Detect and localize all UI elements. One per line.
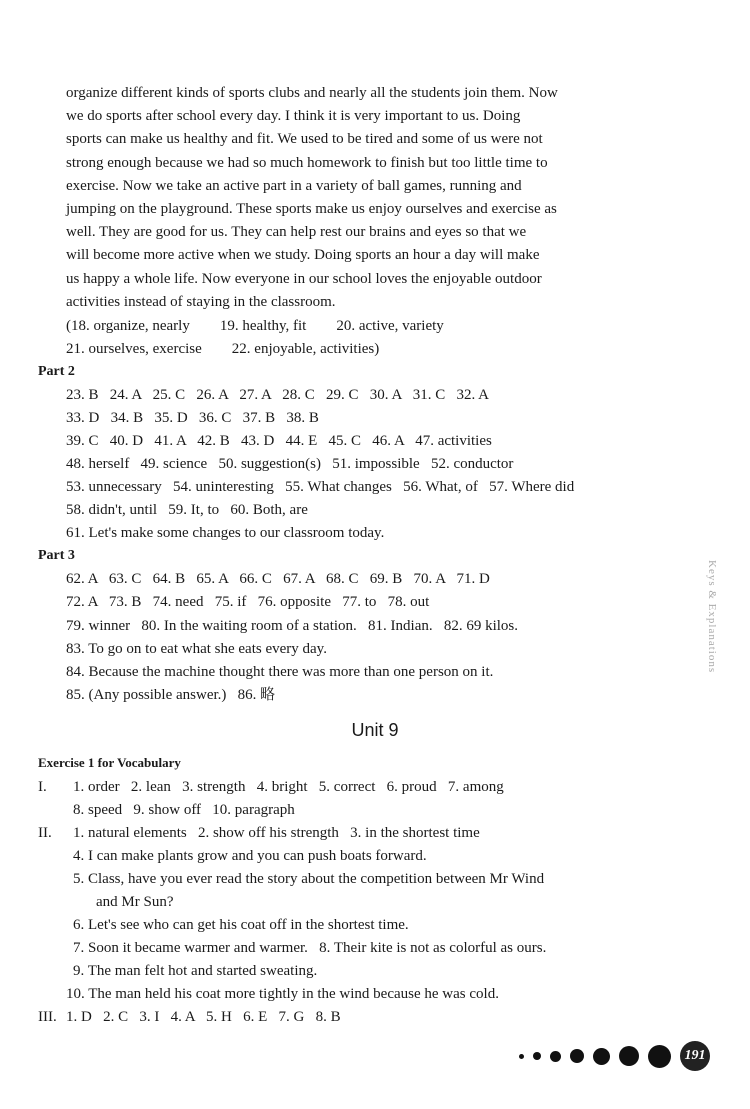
vocab-answer-line: 10. The man held his coat more tightly in the wind because he was cold. bbox=[66, 986, 499, 1002]
decorative-dot bbox=[519, 1054, 524, 1059]
side-label: Keys & Explanations bbox=[706, 560, 718, 674]
vocab-answer-line: 7. Soon it became warmer and warmer. 8. Their kite is not as colorful as ours. bbox=[73, 940, 547, 956]
part2-answer-line: 39. C 40. D 41. A 42. B 43. D 44. E 45. C 46. A 47. activities bbox=[66, 433, 492, 449]
page-number: 191 bbox=[680, 1041, 710, 1071]
part2-answer-line: 33. D 34. B 35. D 36. C 37. B 38. B bbox=[66, 410, 319, 426]
part3-answer-line: 84. Because the machine thought there was more than one person on it. bbox=[66, 664, 494, 680]
section-numeral: III. bbox=[38, 1009, 57, 1025]
section-numeral: II. bbox=[38, 825, 52, 841]
vocab-answer-line: 1. natural elements 2. show off his strength 3. in the shortest time bbox=[73, 825, 480, 841]
passage-line: activities instead of staying in the classroom. bbox=[66, 293, 336, 310]
passage-line: strong enough because we had so much homework to finish but too little time to bbox=[66, 154, 548, 171]
part2-heading: Part 2 bbox=[38, 364, 75, 379]
decorative-dot bbox=[593, 1048, 610, 1065]
passage-line: will become more active when we study. Doing sports an hour a day will make bbox=[66, 247, 540, 264]
decorative-dot bbox=[550, 1051, 561, 1062]
part3-answer-line: 83. To go on to eat what she eats every day. bbox=[66, 641, 327, 657]
decorative-dot bbox=[619, 1046, 639, 1066]
part2-answer-line: 23. B 24. A 25. C 26. A 27. A 28. C 29. C 30. A 31. C 32. A bbox=[66, 387, 489, 403]
vocab-answer-line: 5. Class, have you ever read the story about the competition between Mr Wind bbox=[73, 871, 545, 887]
passage-line: we do sports after school every day. I think it is very important to us. Doing bbox=[66, 108, 521, 125]
decorative-dot bbox=[648, 1045, 671, 1068]
passage-line: organize different kinds of sports clubs and nearly all the students join them. Now bbox=[66, 85, 558, 101]
decorative-dot bbox=[570, 1049, 584, 1063]
unit-title: Unit 9 bbox=[351, 720, 399, 740]
vocab-answer-line: 4. I can make plants grow and you can push boats forward. bbox=[73, 848, 427, 864]
part3-answer-line: 72. A 73. B 74. need 75. if 76. opposite 77. to 78. out bbox=[66, 594, 430, 610]
section-numeral: I. bbox=[38, 779, 47, 795]
part1-answers-line: 21. ourselves, exercise 22. enjoyable, activities) bbox=[66, 341, 380, 357]
part2-answer-line: 58. didn't, until 59. It, to 60. Both, are bbox=[66, 502, 308, 518]
part3-answer-line: 85. (Any possible answer.) 86. 略 bbox=[66, 687, 276, 703]
passage-line: well. They are good for us. They can help rest our brains and eyes so that we bbox=[66, 224, 527, 241]
passage-line: sports can make us healthy and fit. We used to be tired and some of us were not bbox=[66, 131, 543, 148]
page-footer-dots bbox=[519, 1041, 710, 1071]
part2-answer-line: 48. herself 49. science 50. suggestion(s) 51. impossible 52. conductor bbox=[66, 456, 514, 472]
part1-answers-line: (18. organize, nearly 19. healthy, fit 20. active, variety bbox=[66, 318, 444, 334]
part3-heading: Part 3 bbox=[38, 548, 75, 563]
part2-answer-line: 53. unnecessary 54. uninteresting 55. What changes 56. What, of 57. Where did bbox=[66, 479, 575, 495]
part2-answer-line: 61. Let's make some changes to our classroom today. bbox=[66, 525, 385, 541]
vocab-answer-line: 1. D 2. C 3. I 4. A 5. H 6. E 7. G 8. B bbox=[66, 1009, 341, 1025]
decorative-dot bbox=[533, 1052, 541, 1060]
passage-paragraph bbox=[66, 82, 666, 314]
vocab-answer-line: 1. order 2. lean 3. strength 4. bright 5. correct 6. proud 7. among bbox=[73, 779, 504, 795]
vocab-answer-line: and Mr Sun? bbox=[96, 894, 174, 910]
vocab-answer-line: 8. speed 9. show off 10. paragraph bbox=[73, 802, 295, 818]
vocab-answer-line: 6. Let's see who can get his coat off in the shortest time. bbox=[73, 917, 409, 933]
passage-line: us happy a whole life. Now everyone in our school loves the enjoyable outdoor bbox=[66, 270, 542, 287]
part3-answer-line: 79. winner 80. In the waiting room of a station. 81. Indian. 82. 69 kilos. bbox=[66, 618, 519, 634]
exercise-heading: Exercise 1 for Vocabulary bbox=[38, 755, 181, 770]
vocab-answer-line: 9. The man felt hot and started sweating. bbox=[73, 963, 318, 979]
passage-line: exercise. Now we take an active part in a variety of ball games, running and bbox=[66, 177, 522, 194]
part3-answer-line: 62. A 63. C 64. B 65. A 66. C 67. A 68. C 69. B 70. A 71. D bbox=[66, 571, 490, 587]
passage-line: jumping on the playground. These sports make us enjoy ourselves and exercise as bbox=[66, 201, 557, 218]
